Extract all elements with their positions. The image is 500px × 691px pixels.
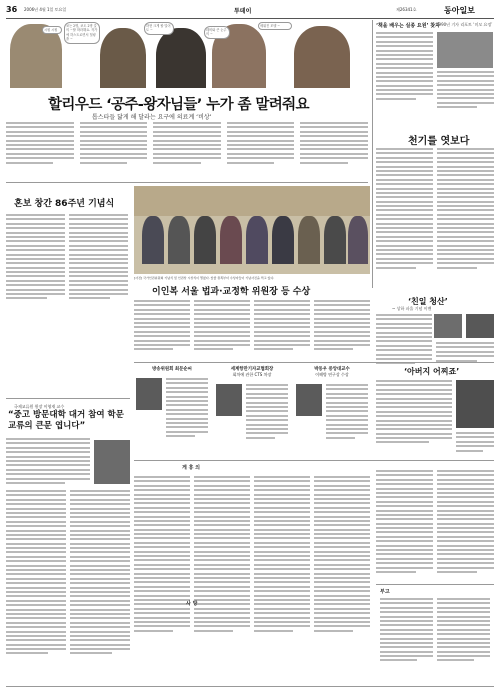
- celebrity-strip: [6, 20, 368, 88]
- bubble-5: 세워진 모델 ~: [258, 22, 292, 30]
- page-date: 2006년 4월 1일 토요일: [24, 7, 67, 12]
- header-rule: [6, 18, 494, 19]
- right-top-title: ‘책을 배우는 실종 요원’ 찾자: [376, 23, 440, 29]
- right-top-label: 1990년 기자 리포트 ‘미모 요정’: [436, 22, 493, 27]
- photo-actor-1: [100, 28, 146, 88]
- photo-actress-2: [156, 28, 206, 88]
- right-bottom-headline: ‘아버지 어찌죠’: [404, 367, 460, 376]
- interview-headline: “중고 방문대학 대거 참여 학문 교류의 큰문 엽니다”: [8, 410, 124, 431]
- award-headline: 이인복 서울 법과·교정학 위원장 등 수상: [152, 287, 311, 297]
- profiles-row: [134, 366, 370, 456]
- right-mid-body: [376, 148, 494, 271]
- profile-photo-3: [296, 384, 322, 416]
- right-top-box: [376, 22, 494, 132]
- right-small-photo-2: [466, 314, 494, 338]
- right-lower-body: [376, 470, 494, 575]
- horizontal-rule-3: [6, 398, 130, 399]
- left-mid-headline: 혼보 창간 86주년 기념식: [14, 199, 115, 209]
- column-divider: [372, 20, 373, 288]
- profile-col-title-2: 세계항만기자교협회장: [230, 367, 274, 372]
- profile-col-sub-2: 회차에 관한 CTS 차장: [232, 372, 272, 377]
- interview-photo: [94, 440, 130, 484]
- lower-body: [134, 476, 370, 634]
- profile-col-title-3: 박동우 중앙대교수: [314, 367, 350, 372]
- page-header: [6, 5, 494, 17]
- top-headline: 할리우드 ‘공주-왕자님들’ 누가 좀 말려줘요: [48, 97, 309, 113]
- interview-body: [6, 438, 90, 486]
- lower-mid-label: 사 망: [186, 601, 198, 607]
- bubble-2: 코는 2명, 코도 2명 갈의 ~할 따라해요. 작가에 하스트로면서 힐링을 ~: [64, 22, 100, 44]
- profile-col-title-1: 방송위원회 최문순씨: [152, 367, 192, 372]
- photo-actor-3: [294, 26, 350, 88]
- horizontal-rule-4: [134, 460, 494, 461]
- right-small-body: [376, 314, 432, 367]
- award-photo: [134, 186, 370, 274]
- obituary-label: 부고: [380, 589, 390, 595]
- lower-left-label: 게 휴 의: [182, 465, 200, 471]
- right-small-headline: ‘친일 청산’: [408, 297, 448, 306]
- top-subhead: 톱스타들 닮게 해 달라는 요구에 의료계 ‘비상’: [92, 114, 212, 121]
- bubble-3: 하현 크게 할 밀어도 ~: [144, 22, 174, 35]
- right-small-body-2: [436, 342, 494, 364]
- interview-sub: 국제교류원 원장 이영재 교수: [14, 404, 65, 409]
- profile-photo-2: [216, 384, 242, 416]
- profile-col-sub-3: 이해방 연구상 수상: [315, 372, 349, 377]
- horizontal-rule-2: [134, 362, 494, 363]
- right-mid-headline: 천기를 엿보다: [408, 136, 470, 147]
- obituary-box: [376, 584, 494, 684]
- right-small-photo-1: [434, 314, 462, 338]
- award-caption: [사진] 국가인권위원회 기념식 및 인권상 시상식이 열렸다. 앞줄 왼쪽부터 수상자들이 기념사진을 찍고 있다.: [134, 276, 275, 280]
- bubble-4: 데비와 큰 눈주의 ~: [204, 26, 230, 39]
- top-story-body: [6, 122, 368, 178]
- award-body: [134, 300, 370, 353]
- section-title: 투데이: [234, 8, 252, 15]
- profile-photo-1: [136, 378, 162, 410]
- right-top-photo: [437, 32, 493, 68]
- right-bottom-body: [376, 380, 452, 446]
- right-small-sub: ~ 상하 파울 기념 이벤: [392, 306, 432, 311]
- bottom-rule: [6, 686, 494, 687]
- issue-number: 제26341호: [396, 7, 417, 12]
- newspaper-logo: 동아일보: [444, 5, 475, 15]
- page-number: 36: [6, 5, 18, 14]
- right-bottom-body-2: [456, 432, 494, 454]
- left-mid-body: [6, 214, 128, 302]
- bubble-1: 시원 시원: [42, 26, 62, 34]
- right-bottom-photo: [456, 380, 494, 428]
- horizontal-rule-1: [6, 182, 368, 183]
- interview-body-2: [6, 490, 130, 657]
